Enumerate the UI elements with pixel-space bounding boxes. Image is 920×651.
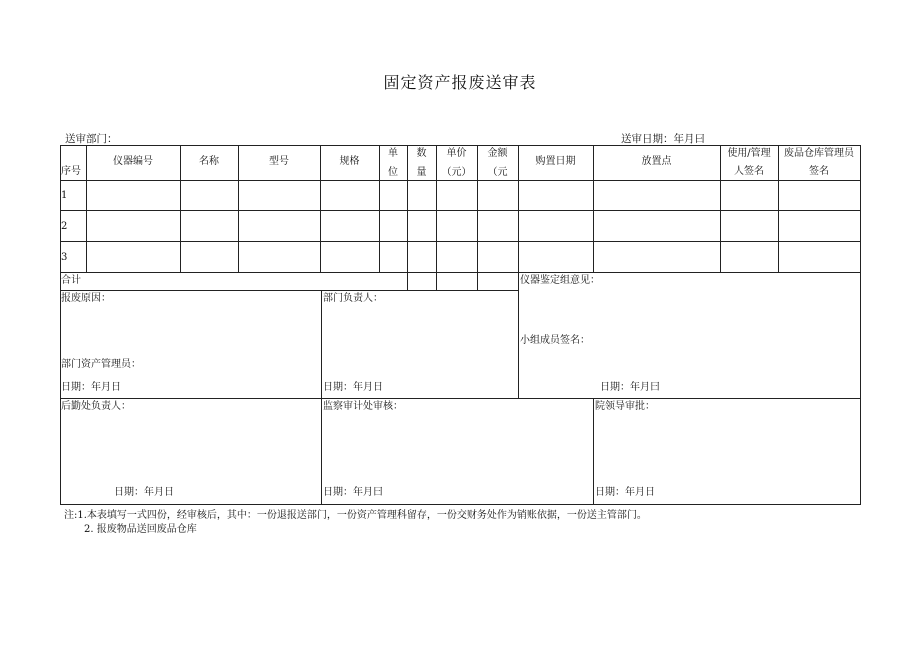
table-rule bbox=[593, 398, 594, 504]
col-header-unit: 单 bbox=[388, 148, 398, 159]
table-rule bbox=[379, 145, 380, 272]
table-rule bbox=[321, 398, 322, 504]
appraisal-date-label: 日期：年月曰 bbox=[600, 382, 660, 393]
asset-manager-label: 部门资产管理员： bbox=[61, 359, 141, 370]
col-header-instrument-no: 仪器编号 bbox=[113, 156, 153, 167]
col-header-quantity: 量 bbox=[416, 167, 427, 178]
table-rule bbox=[60, 272, 860, 273]
dept-head-date-label: 日期：年月日 bbox=[323, 382, 383, 393]
table-rule bbox=[778, 145, 779, 272]
row-number: 3 bbox=[61, 252, 68, 263]
col-header-unit: 位 bbox=[388, 167, 398, 178]
col-header-user-signature: 使用/管理 bbox=[727, 148, 771, 159]
appraisal-opinion-label: 仪器鉴定组意见： bbox=[520, 275, 600, 286]
col-header-location: 放置点 bbox=[641, 156, 672, 167]
table-rule bbox=[60, 398, 860, 399]
col-header-model: 型号 bbox=[269, 156, 289, 167]
members-signature-label: 小组成员签名： bbox=[520, 335, 590, 346]
row-number: 1 bbox=[61, 190, 68, 201]
col-header-warehouse-signature: 签名 bbox=[809, 166, 829, 177]
submit-department-label: 送审部门： bbox=[65, 133, 118, 145]
scrap-reason-label: 报废原因： bbox=[61, 293, 111, 304]
col-header-purchase-date: 购置日期 bbox=[535, 156, 576, 167]
col-header-user-signature: 人签名 bbox=[734, 166, 764, 177]
col-header-warehouse-signature: 废品仓库管理员 bbox=[784, 148, 854, 159]
table-rule bbox=[321, 290, 322, 398]
note-2: 2. 报废物品送回废品仓库 bbox=[84, 524, 197, 535]
row-number: 2 bbox=[61, 221, 68, 232]
form-title: 固定资产报废送审表 bbox=[383, 73, 537, 92]
submit-date-label: 送审日期：年月曰 bbox=[621, 133, 705, 145]
col-header-seq: 序号 bbox=[61, 166, 81, 177]
audit-review-label: 监察审计处审核： bbox=[323, 401, 403, 412]
col-header-spec: 规格 bbox=[339, 156, 360, 167]
table-rule bbox=[860, 145, 861, 505]
table-rule bbox=[60, 290, 518, 291]
col-header-amount: 金额 bbox=[487, 148, 508, 159]
audit-date-label: 日期：年月曰 bbox=[323, 487, 383, 498]
leader-date-label: 日期：年月日 bbox=[595, 487, 655, 498]
logistics-date-label: 日期：年月日 bbox=[114, 487, 174, 498]
leader-approval-label: 院领导审批： bbox=[595, 401, 655, 412]
logistics-head-label: 后勤处负责人： bbox=[61, 401, 131, 412]
note-1: 注:1.本表填写一式四份，经审核后，其中：一份退报送部门，一份资产管理科留存，一份交财务处作为销账依据，一份送主管部门。 bbox=[64, 510, 647, 521]
dept-head-label: 部门负责人： bbox=[323, 293, 383, 304]
table-rule bbox=[60, 504, 860, 505]
col-header-unit-price: 单价 bbox=[446, 148, 467, 159]
col-header-unit-price: （元） bbox=[441, 167, 472, 178]
reason-date-label: 日期：年月日 bbox=[61, 382, 121, 393]
col-header-name: 名称 bbox=[199, 156, 219, 167]
table-rule bbox=[720, 145, 721, 272]
table-rule bbox=[518, 145, 519, 398]
col-header-quantity: 数 bbox=[416, 148, 427, 159]
total-label: 合计 bbox=[61, 275, 81, 286]
col-header-amount: （元 bbox=[487, 167, 508, 178]
